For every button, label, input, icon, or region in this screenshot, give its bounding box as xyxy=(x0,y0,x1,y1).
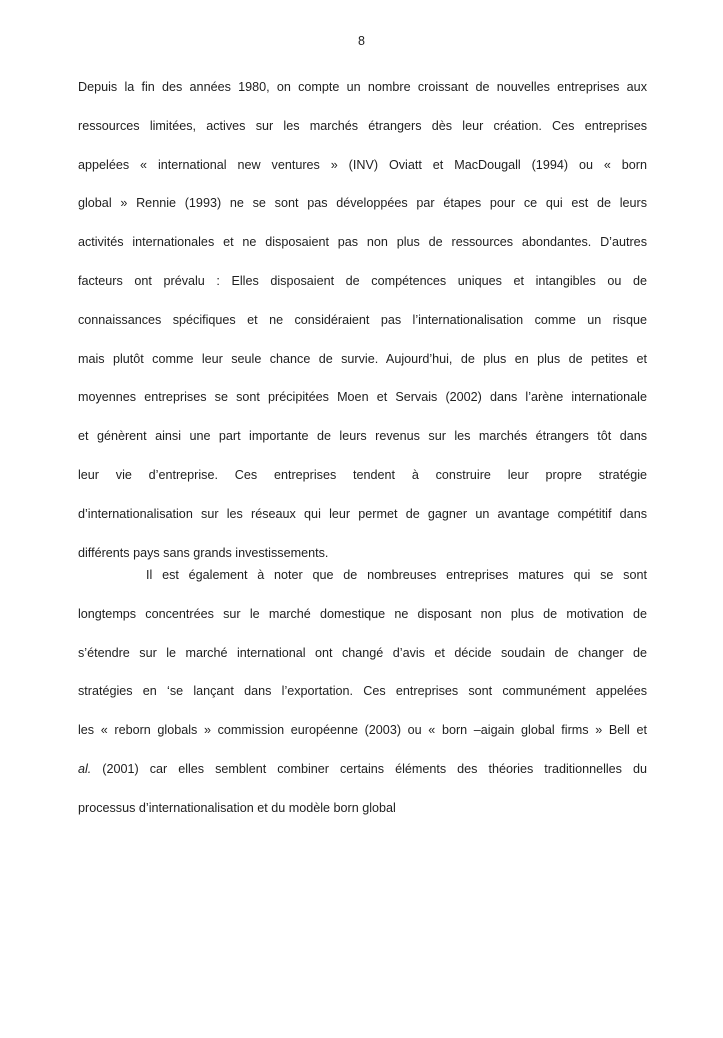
paragraph-line: moyennes entreprises se sont précipitées Moen et Servais (2002) dans l’arène internationale xyxy=(78,390,647,405)
paragraph-line: différents pays sans grands investissements. xyxy=(78,545,329,560)
paragraph-line: mais plutôt comme leur seule chance de survie. Aujourd’hui, de plus en plus de petites et xyxy=(78,351,647,366)
paragraph-line: Il est également à noter que de nombreuses entreprises matures qui se sont xyxy=(146,568,647,582)
paragraph-2 xyxy=(78,556,647,828)
paragraph-line-with-italic xyxy=(78,750,647,789)
italic-abbreviation: al. xyxy=(78,761,92,776)
paragraph-line: d’internationalisation sur les réseaux qui leur permet de gagner un avantage compétitif dans xyxy=(78,506,647,521)
paragraph-line: facteurs ont prévalu : Elles disposaient de compétences uniques et intangibles ou de xyxy=(78,273,647,288)
paragraph-line: appelées « international new ventures » (INV) Oviatt et MacDougall (1994) ou « born xyxy=(78,157,647,172)
paragraph-line: activités internationales et ne disposaient pas non plus de ressources abondantes. D’autres xyxy=(78,235,647,250)
paragraph-line: global » Rennie (1993) ne se sont pas développées par étapes pour ce qui est de leurs xyxy=(78,196,647,211)
paragraph-line: connaissances spécifiques et ne considéraient pas l’internationalisation comme un risque xyxy=(78,312,647,327)
page-number: 8 xyxy=(358,34,365,48)
line-rest: (2001) car elles semblent combiner certains éléments des théories traditionnelles du xyxy=(91,761,647,776)
paragraph-line: longtemps concentrées sur le marché domestique ne disposant non plus de motivation de xyxy=(78,606,647,621)
paragraph-1 xyxy=(78,68,647,572)
paragraph-line: stratégies en ‘se lançant dans l’exportation. Ces entreprises sont communément appelées xyxy=(78,684,647,699)
paragraph-line: s’étendre sur le marché international ont changé d’avis et décide soudain de changer de xyxy=(78,645,647,660)
paragraph-line: les « reborn globals » commission européenne (2003) ou « born –aigain global firms » Bell et xyxy=(78,723,647,738)
paragraph-line: leur vie d’entreprise. Ces entreprises tendent à construire leur propre stratégie xyxy=(78,467,647,482)
paragraph-line: processus d’internationalisation et du modèle born global xyxy=(78,800,396,815)
paragraph-line: et génèrent ainsi une part importante de leurs revenus sur les marchés étrangers tôt dans xyxy=(78,429,647,444)
paragraph-line: ressources limitées, actives sur les marchés étrangers dès leur création. Ces entreprises xyxy=(78,118,647,133)
paragraph-line: Depuis la fin des années 1980, on compte un nombre croissant de nouvelles entreprises aux xyxy=(78,80,647,94)
